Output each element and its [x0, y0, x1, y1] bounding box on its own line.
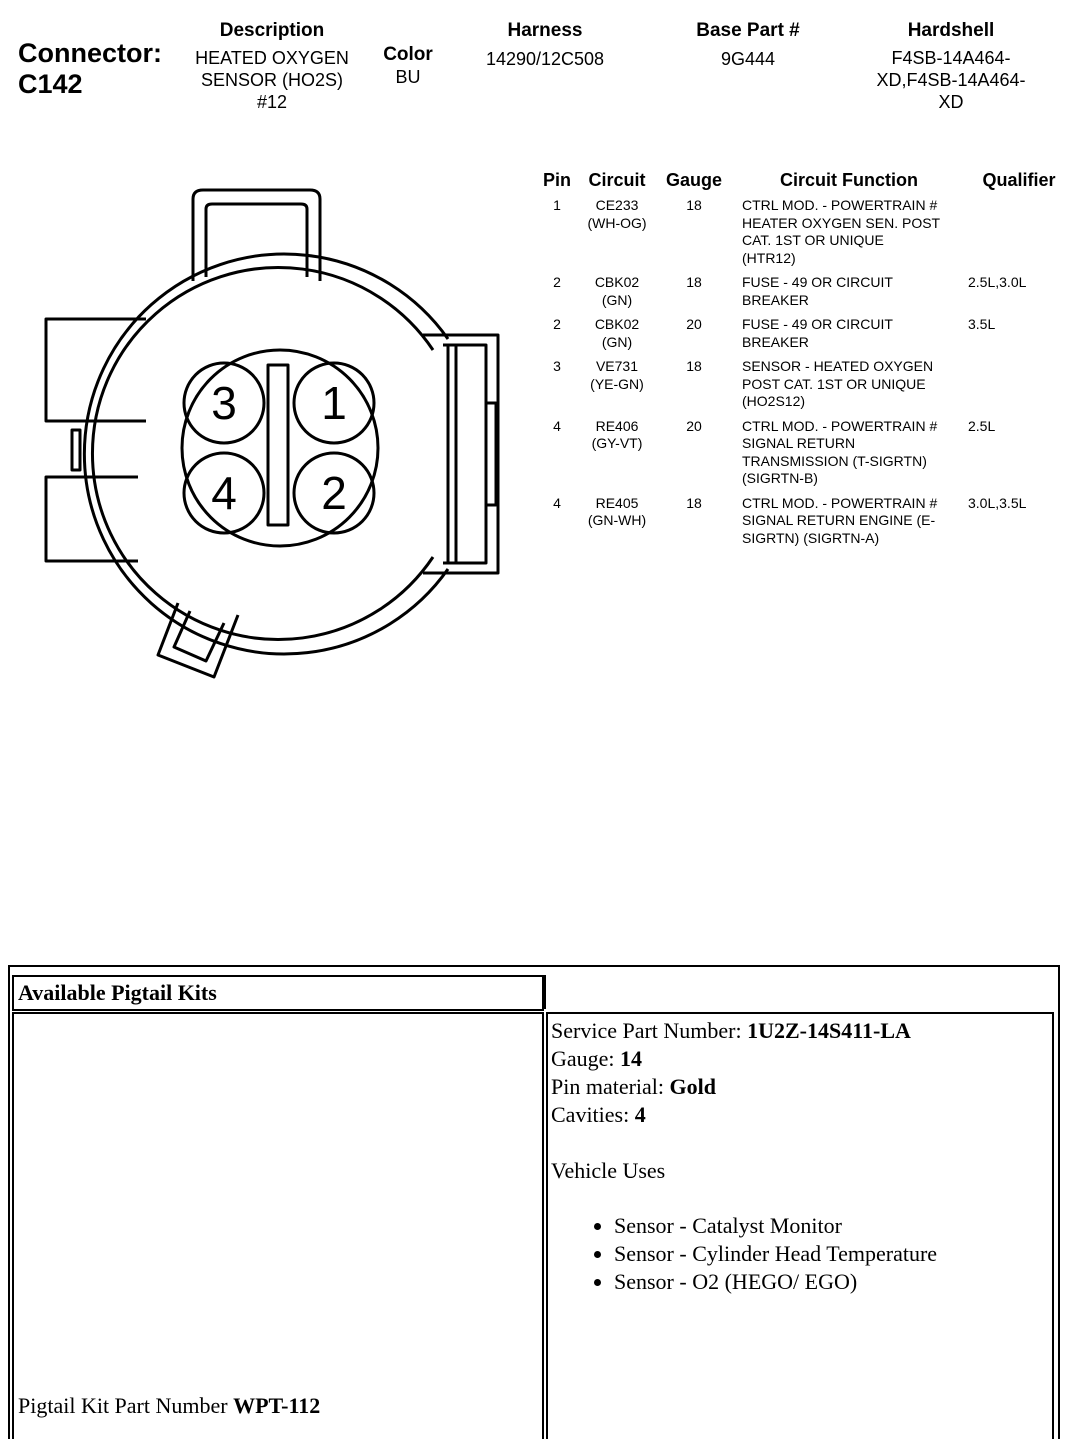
list-item: • Sensor - Catalyst Monitor: [614, 1212, 937, 1240]
function-line: CAT. 1ST OR UNIQUE: [742, 232, 884, 248]
function-line: SIGNAL RETURN ENGINE (E-: [742, 512, 936, 528]
base-part-column: [662, 20, 834, 70]
function-line: BREAKER: [742, 291, 809, 308]
pigtail-kit-header-spacer: [544, 975, 1056, 1009]
circuit-code: CE233: [595, 197, 639, 213]
cell-gauge: 18: [686, 494, 702, 511]
connector-inner-shell: [92, 268, 433, 640]
pin-table-header-row: [534, 168, 1074, 197]
function-line: FUSE - 49 OR CIRCUIT: [742, 316, 893, 332]
function-line: SIGRTN) (SIGRTN-A): [742, 529, 880, 546]
connector-id: C142: [18, 69, 83, 99]
cell-pin: 2: [553, 316, 561, 332]
function-line: TRANSMISSION (T-SIGRTN): [742, 452, 927, 469]
cell-function: [734, 418, 964, 495]
cell-pin: 4: [553, 494, 561, 511]
circuit-code: CBK02: [594, 316, 640, 332]
connector-left-tab-upper: [46, 319, 146, 421]
vehicle-uses-list: [586, 1212, 937, 1296]
table-row: [534, 274, 1074, 316]
pin-material-value: Gold: [669, 1074, 716, 1099]
cell-qualifier: 2.5L: [968, 417, 996, 434]
cell-qualifier: 2.5L,3.0L: [968, 274, 1027, 290]
hardshell-column: [856, 20, 1046, 113]
cell-gauge: 20: [686, 417, 702, 434]
connector-left-stub: [72, 430, 80, 470]
connector-face-diagram: [28, 185, 518, 700]
connector-title: [18, 38, 162, 100]
circuit-color: (YE-GN): [590, 375, 644, 392]
color-column: [372, 44, 444, 88]
cell-gauge: 18: [686, 274, 702, 290]
circuit-code: VE731: [595, 358, 639, 374]
header-circuit: Circuit: [588, 170, 646, 190]
description-line: #12: [256, 92, 288, 112]
circuit-code: CBK02: [594, 274, 640, 290]
cell-pin: 3: [553, 358, 561, 374]
function-line: POST CAT. 1ST OR UNIQUE: [742, 375, 926, 392]
function-line: (HTR12): [742, 249, 796, 266]
kit-gauge: [551, 1045, 911, 1073]
table-row: [534, 316, 1074, 358]
cell-gauge: 18: [686, 358, 702, 374]
hardshell-line: F4SB-14A464-: [891, 48, 1011, 68]
hardshell-line: XD,F4SB-14A464-: [876, 70, 1026, 90]
cell-pin: 2: [553, 274, 561, 290]
list-item: • Sensor - Cylinder Head Temperature: [614, 1240, 937, 1268]
cavities: [551, 1101, 911, 1129]
connector-left-tab-lower: [46, 477, 138, 561]
pigtail-kit-header: [12, 975, 544, 1011]
cell-function: [734, 197, 964, 274]
header-circuit-function: Circuit Function: [780, 170, 918, 190]
cell-pin: 1: [553, 197, 561, 213]
cell-function: [734, 316, 964, 358]
function-line: CTRL MOD. - POWERTRAIN #: [742, 197, 938, 213]
cell-pin: 4: [553, 417, 561, 434]
center-divider-key: [268, 365, 288, 525]
cell-gauge: 18: [686, 197, 702, 213]
base-part-value: 9G444: [720, 49, 776, 69]
header-pin: Pin: [542, 170, 571, 190]
function-line: SIGNAL RETURN: [742, 435, 856, 451]
circuit-color: (GN): [601, 333, 633, 350]
circuit-color: (GN): [601, 291, 633, 308]
cell-function: [734, 495, 964, 555]
circuit-code: RE406: [595, 417, 639, 434]
service-part-label: Service Part Number:: [551, 1018, 748, 1043]
hardshell-line: XD: [938, 92, 964, 112]
cell-function: [734, 274, 964, 316]
cell-qualifier: 3.5L: [968, 316, 996, 332]
cell-gauge: 20: [686, 316, 702, 332]
cell-circuit: [580, 274, 654, 316]
service-part-number: [551, 1017, 911, 1045]
table-row: [534, 495, 1074, 555]
header-gauge: Gauge: [665, 170, 722, 190]
cell-circuit: [580, 316, 654, 358]
circuit-color: (WH-OG): [587, 214, 647, 231]
pigtail-kit-part-number: [18, 1392, 320, 1420]
kit-part-label: Pigtail Kit Part Number: [18, 1393, 234, 1418]
function-line: HEATER OXYGEN SEN. POST: [742, 214, 941, 231]
table-row: [534, 358, 1074, 418]
connector-bottom-tab-outer: [158, 603, 238, 677]
function-line: CTRL MOD. - POWERTRAIN #: [742, 417, 938, 434]
cell-circuit: [580, 197, 654, 274]
cavities-label: Cavities:: [551, 1102, 635, 1127]
pin-number-1: 1: [321, 377, 347, 429]
kit-part-value: WPT-112: [233, 1393, 321, 1418]
cell-circuit: [580, 418, 654, 495]
pin-number-3: 3: [211, 377, 237, 429]
list-item: • Sensor - O2 (HEGO/ EGO): [614, 1268, 937, 1296]
color-label: Color: [383, 44, 433, 65]
connector-right-clip-lines: [448, 345, 456, 563]
cell-qualifier: [964, 358, 1074, 418]
harness-value: 14290/12C508: [485, 49, 605, 69]
description-label: Description: [219, 20, 325, 41]
pin-number-2: 2: [321, 467, 347, 519]
function-line: BREAKER: [742, 333, 809, 350]
cavities-value: 4: [634, 1102, 646, 1127]
pigtail-kit-details-cell: [546, 1012, 1054, 1439]
circuit-color: (GY-VT): [591, 435, 643, 451]
function-line: CTRL MOD. - POWERTRAIN #: [742, 494, 938, 511]
hardshell-label: Hardshell: [907, 20, 995, 41]
description-column: [176, 20, 368, 113]
kit-gauge-value: 14: [620, 1046, 643, 1071]
pigtail-kit-title: Available Pigtail Kits: [18, 980, 217, 1005]
description-line: SENSOR (HO2S): [200, 70, 344, 90]
kit-gauge-label: Gauge:: [551, 1046, 621, 1071]
pigtail-kit-specs: [551, 1017, 911, 1129]
function-line: (HO2S12): [742, 393, 806, 409]
function-line: SENSOR - HEATED OXYGEN: [742, 358, 934, 374]
cell-circuit: [580, 358, 654, 418]
pin-material: [551, 1073, 911, 1101]
circuit-code: RE405: [595, 494, 639, 511]
table-row: [534, 418, 1074, 495]
table-row: [534, 197, 1074, 274]
cell-function: [734, 358, 964, 418]
service-part-value: 1U2Z-14S411-LA: [747, 1018, 911, 1043]
cell-qualifier: 3.0L,3.5L: [968, 494, 1027, 511]
color-value: BU: [395, 67, 421, 87]
pin-material-label: Pin material:: [551, 1074, 670, 1099]
connector-outer-shell: [84, 254, 448, 654]
vehicle-uses-title: Vehicle Uses: [551, 1158, 666, 1183]
cell-qualifier: [964, 197, 1074, 274]
base-part-label: Base Part #: [696, 20, 800, 41]
circuit-color: (GN-WH): [587, 512, 647, 528]
description-line: HEATED OXYGEN: [195, 48, 349, 68]
connector-label: Connector:: [18, 38, 162, 68]
function-line: (SIGRTN-B): [742, 470, 818, 486]
pin-number-4: 4: [211, 467, 237, 519]
harness-label: Harness: [507, 20, 583, 41]
harness-column: [462, 20, 628, 70]
cell-circuit: [580, 495, 654, 555]
function-line: FUSE - 49 OR CIRCUIT: [742, 274, 893, 290]
connector-top-latch-inner: [206, 204, 307, 277]
header-qualifier: Qualifier: [982, 170, 1056, 190]
pin-table: [534, 168, 1074, 554]
pigtail-kit-image-cell: [12, 1012, 544, 1439]
